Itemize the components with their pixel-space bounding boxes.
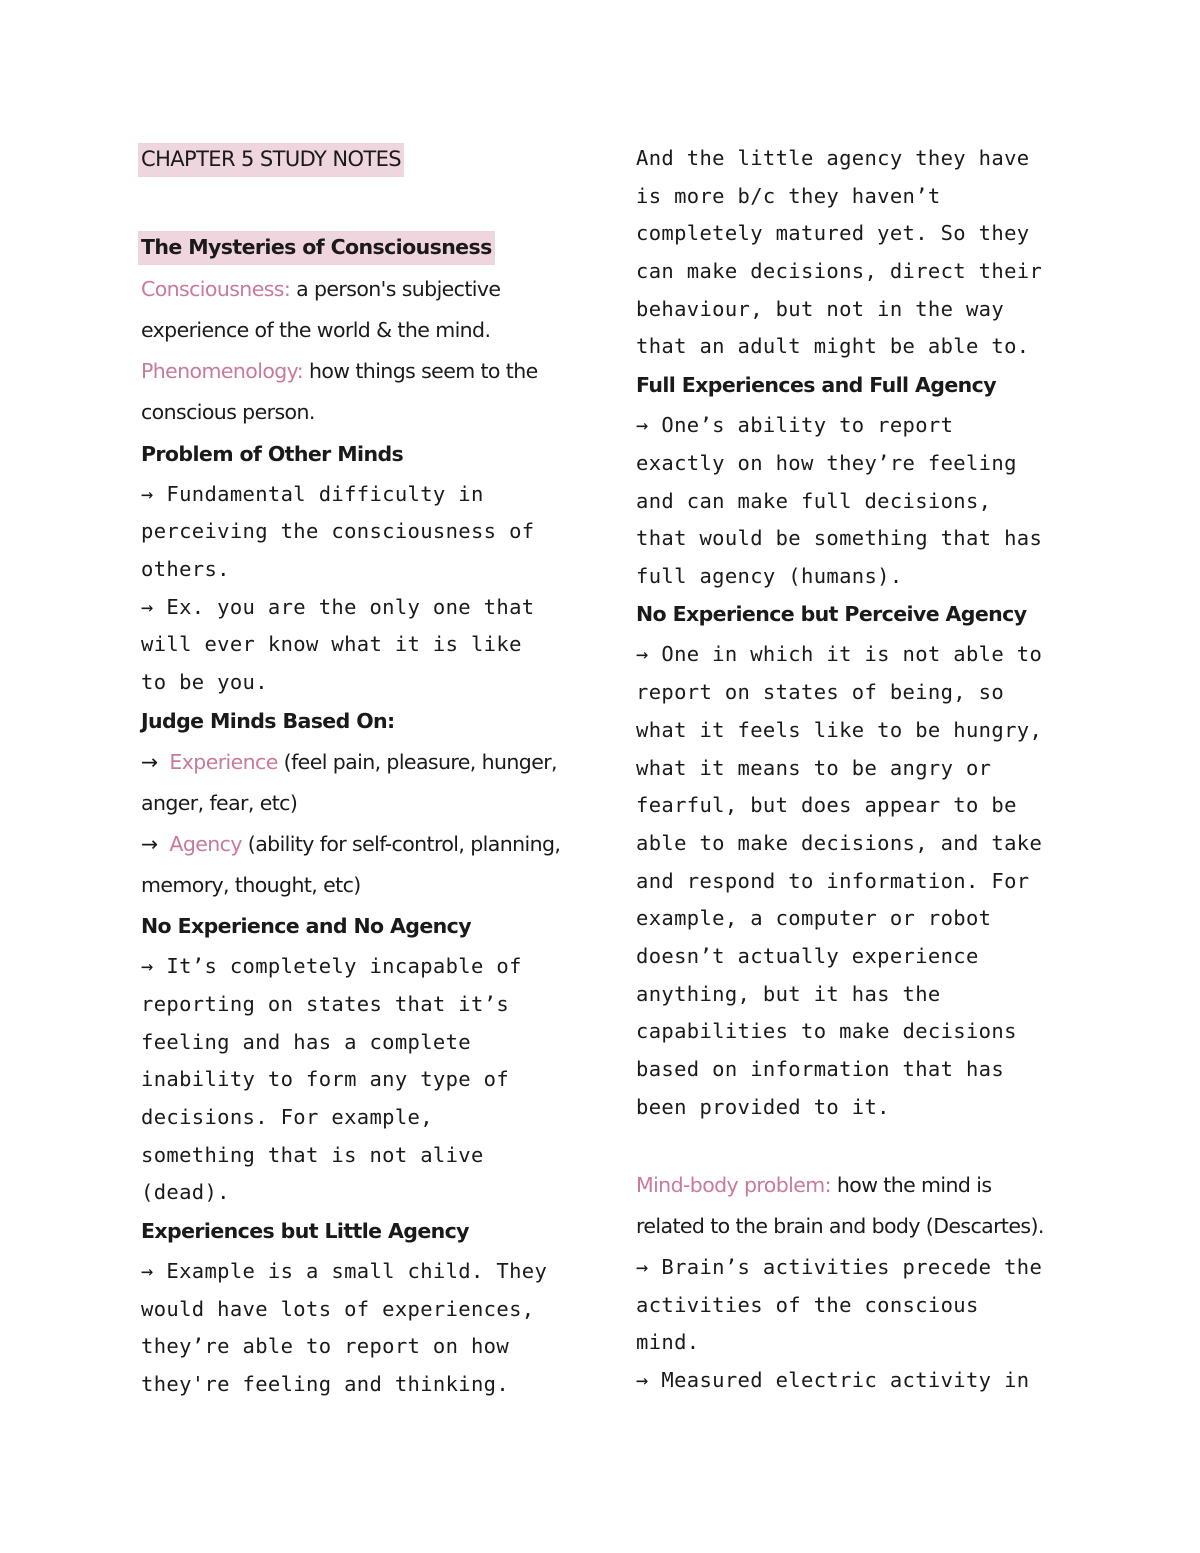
agency-def-cont: memory, thought, etc) [141, 873, 361, 897]
text-line: will ever know what it is like [141, 632, 522, 656]
text-line: capabilities to make decisions [636, 1019, 1017, 1043]
text-line: to be you. [141, 670, 268, 694]
text-line: And the little agency they have [636, 146, 1030, 170]
text-line: something that is not alive [141, 1143, 484, 1167]
text-line: based on information that has [636, 1057, 1005, 1081]
text-line: they're feeling and thinking. [141, 1372, 510, 1396]
text-line: fearful, but does appear to be [636, 793, 1017, 817]
phenomenology-def-cont: conscious person. [141, 400, 315, 424]
text-line: perceiving the consciousness of [141, 519, 535, 543]
text-line: mind. [636, 1330, 700, 1354]
experience-def-cont: anger, fear, etc) [141, 791, 298, 815]
text-line: example, a computer or robot [636, 906, 992, 930]
text-line: reporting on states that it’s [141, 992, 510, 1016]
text-line: → Fundamental difficulty in [141, 482, 484, 506]
consciousness-def-cont: experience of the world & the mind. [141, 318, 491, 342]
heading-highlight: The Mysteries of Consciousness [138, 231, 495, 265]
consciousness-definition [141, 277, 500, 301]
heading-exp-little-agency: Experiences but Little Agency [141, 1219, 469, 1243]
text-line: exactly on how they’re feeling [636, 451, 1017, 475]
title-highlight: CHAPTER 5 STUDY NOTES [138, 143, 404, 177]
mind-body-def-text: how the mind is [836, 1173, 992, 1197]
text-line: what it feels like to be hungry, [636, 718, 1043, 742]
text-line: feeling and has a complete [141, 1030, 471, 1054]
experience-term: Experience [169, 750, 278, 774]
mind-body-def-cont: related to the brain and body (Descartes). [636, 1214, 1044, 1238]
text-line: → It’s completely incapable of [141, 954, 522, 978]
text-line: able to make decisions, and take [636, 831, 1043, 855]
text-line: is more b/c they haven’t [636, 184, 941, 208]
experience-item [141, 750, 557, 774]
mind-body-definition [636, 1173, 991, 1197]
agency-term: Agency [169, 832, 242, 856]
text-line: (dead). [141, 1180, 230, 1204]
arrow-icon: → [141, 832, 158, 856]
text-line: → One’s ability to report [636, 413, 954, 437]
text-line: completely matured yet. So they [636, 221, 1030, 245]
heading-full-exp-full-agency: Full Experiences and Full Agency [636, 373, 996, 397]
text-line: decisions. For example, [141, 1105, 433, 1129]
text-line: been provided to it. [636, 1095, 890, 1119]
text-line: report on states of being, so [636, 680, 1005, 704]
text-line: anything, but it has the [636, 982, 941, 1006]
arrow-icon: → [141, 750, 158, 774]
text-line: that would be something that has [636, 526, 1043, 550]
heading-no-exp-perceive-agency: No Experience but Perceive Agency [636, 602, 1027, 626]
text-line: and respond to information. For [636, 869, 1030, 893]
agency-def-text: (ability for self-control, planning, [247, 832, 561, 856]
text-line: → Example is a small child. They [141, 1259, 548, 1283]
heading-mysteries [141, 235, 495, 259]
text-line: and can make full decisions, [636, 489, 992, 513]
text-line: they’re able to report on how [141, 1334, 510, 1358]
page-title [141, 147, 404, 171]
consciousness-term: Consciousness: [141, 277, 291, 301]
heading-judge-minds: Judge Minds Based On: [141, 709, 395, 733]
consciousness-def-text: a person's subjective [296, 277, 501, 301]
text-line: → Ex. you are the only one that [141, 595, 535, 619]
phenomenology-term: Phenomenology: [141, 359, 304, 383]
heading-no-exp-no-agency: No Experience and No Agency [141, 914, 471, 938]
experience-def-text: (feel pain, pleasure, hunger, [283, 750, 557, 774]
text-line: inability to form any type of [141, 1067, 510, 1091]
phenomenology-def-text: how things seem to the [308, 359, 538, 383]
mind-body-term: Mind-body problem: [636, 1173, 831, 1197]
text-line: full agency (humans). [636, 564, 903, 588]
text-line: can make decisions, direct their [636, 259, 1043, 283]
text-line: others. [141, 557, 230, 581]
heading-other-minds: Problem of Other Minds [141, 442, 404, 466]
phenomenology-definition [141, 359, 538, 383]
text-line: activities of the conscious [636, 1293, 979, 1317]
text-line: would have lots of experiences, [141, 1297, 535, 1321]
text-line: → Measured electric activity in [636, 1368, 1030, 1392]
text-line: what it means to be angry or [636, 756, 992, 780]
text-line: → Brain’s activities precede the [636, 1255, 1043, 1279]
agency-item [141, 832, 560, 856]
text-line: behaviour, but not in the way [636, 297, 1005, 321]
text-line: → One in which it is not able to [636, 642, 1043, 666]
text-line: doesn’t actually experience [636, 944, 979, 968]
text-line: that an adult might be able to. [636, 334, 1030, 358]
